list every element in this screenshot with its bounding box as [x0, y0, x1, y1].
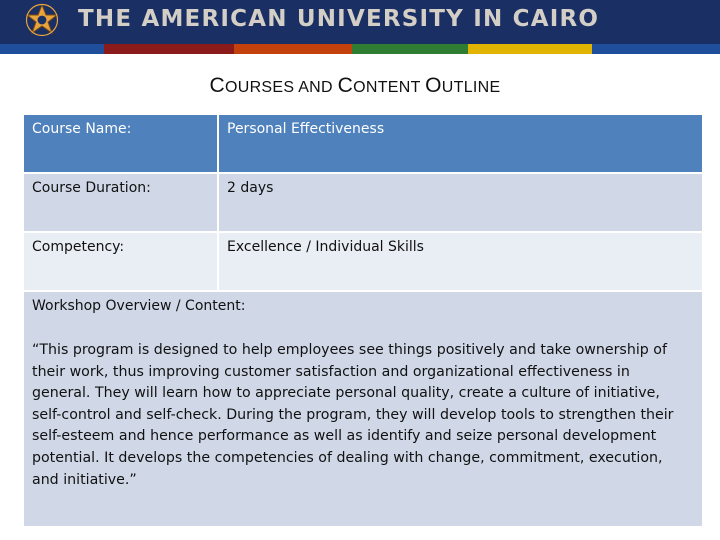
header-banner [0, 0, 720, 44]
course-name-label-cell [24, 115, 217, 172]
color-stripe-1 [0, 44, 104, 54]
course-name-value-cell [219, 115, 702, 172]
auc-seal-icon [22, 3, 62, 41]
color-stripe-2 [104, 44, 234, 54]
course-duration-label: Course Duration: [32, 180, 151, 196]
course-name-value: Personal Effectiveness [227, 121, 385, 137]
competency-label-cell [24, 233, 217, 290]
workshop-overview-cell [24, 292, 702, 526]
workshop-overview-label: Workshop Overview / Content: [32, 298, 246, 314]
color-stripe-5 [468, 44, 592, 54]
university-name: THE AMERICAN UNIVERSITY IN CAIRO [78, 6, 600, 32]
course-duration-value-cell [219, 174, 702, 231]
course-duration-label-cell [24, 174, 217, 231]
color-stripe-6 [592, 44, 720, 54]
page-title: COURSES AND CONTENT OUTLINE [209, 74, 501, 97]
course-name-label: Course Name: [32, 121, 132, 137]
color-stripe-3 [234, 44, 352, 54]
competency-value-cell [219, 233, 702, 290]
competency-value: Excellence / Individual Skills [227, 239, 424, 255]
course-duration-value: 2 days [227, 180, 274, 196]
color-stripe-4 [352, 44, 468, 54]
competency-label: Competency: [32, 239, 125, 255]
workshop-overview-text: “This program is designed to help employees see things positively and take ownership of their work, thus improving customer satisfaction and organizational effectiveness in general. They will learn how to appreciate personal quality, create a culture of initiative, self-control and self-check. During the program, they will develop tools to strengthen their self-esteem and hence performance as well as identify and seize personal development potential. It develops the competencies of dealing with change, commitment, execution, and initiative.” [32, 342, 674, 488]
